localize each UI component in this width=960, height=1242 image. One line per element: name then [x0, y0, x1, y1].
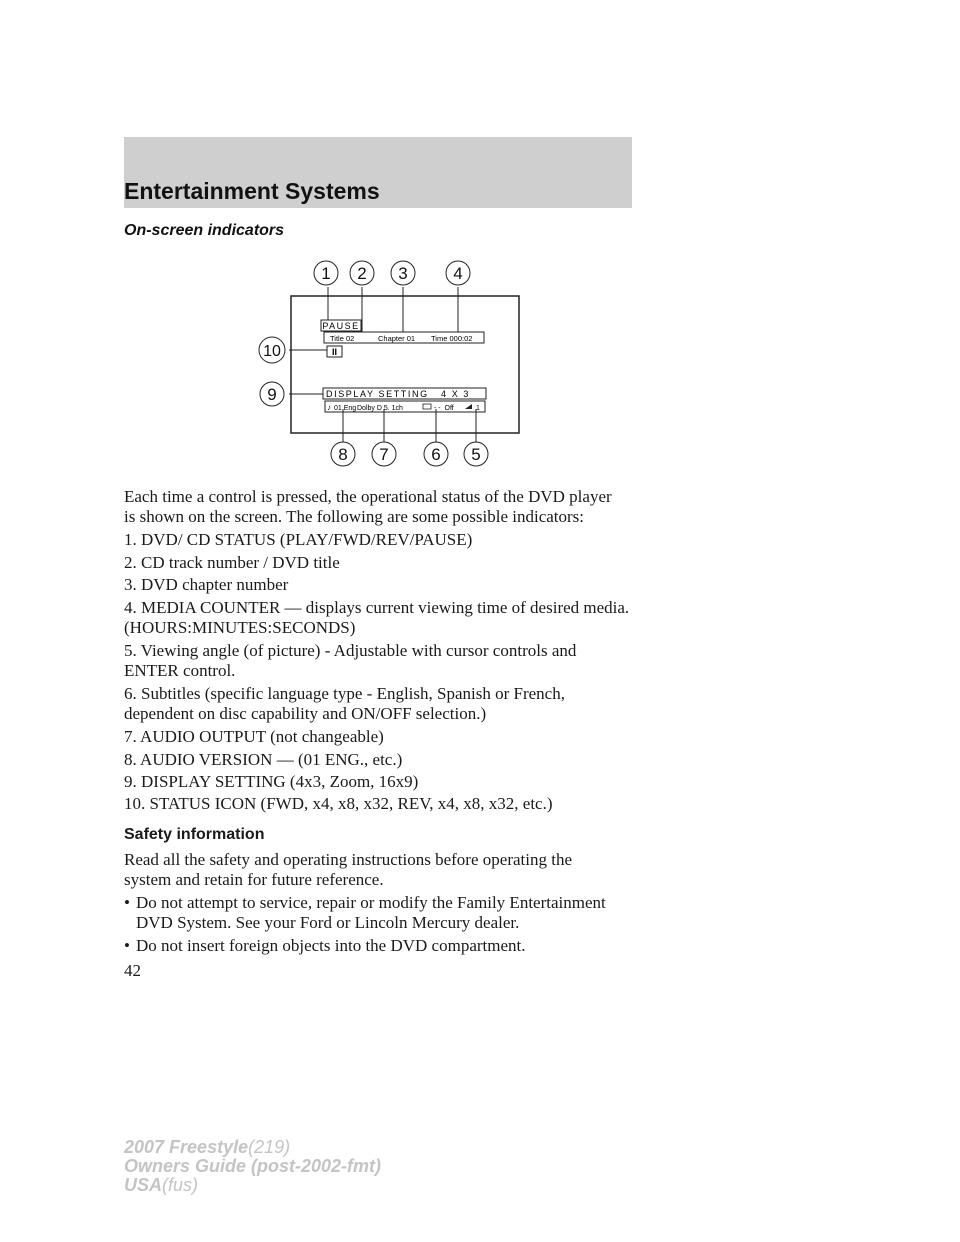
subtitle-text: - - Off [434, 405, 454, 412]
on-screen-indicators-figure [250, 255, 540, 470]
intro-line-2: is shown on the screen. The following are some possible indicators: [124, 507, 585, 526]
item-6-line-1: 6. Subtitles (specific language type - English, Spanish or French, [124, 684, 565, 703]
audio-version-text: 01 Eng [334, 405, 357, 412]
item-10: 10. STATUS ICON (FWD, x4, x8, x32, REV, x4, x8, x32, etc.) [124, 794, 553, 813]
status-text: PAUSE [322, 321, 360, 331]
pause-icon: II [331, 347, 338, 357]
display-setting-text: DISPLAY SETTING 4 X 3 [326, 389, 471, 399]
dvd-screen-diagram [250, 255, 540, 470]
item-4-line-1: 4. MEDIA COUNTER — displays current viewing time of desired media. [124, 598, 630, 617]
safety-heading: Safety information [124, 826, 265, 843]
footer-line-2: Owners Guide (post-2002-fmt) [124, 1156, 382, 1176]
callout-label-4: 4 [453, 264, 463, 283]
safety-intro-line-1: Read all the safety and operating instructions before operating the [124, 850, 572, 869]
intro-line-1: Each time a control is pressed, the operational status of the DVD player [124, 487, 612, 506]
callout-label-8: 8 [338, 445, 348, 464]
item-3: 3. DVD chapter number [124, 575, 289, 594]
page-number: 42 [124, 961, 141, 980]
footer-market-code: (fus) [162, 1175, 199, 1195]
section-title: Entertainment Systems [124, 178, 380, 204]
footer-model: 2007 Freestyle [124, 1137, 249, 1157]
callout-label-2: 2 [357, 264, 367, 283]
time-text: Time 000:02 [431, 334, 473, 343]
item-5-line-2: ENTER control. [124, 661, 236, 680]
item-6-line-2: dependent on disc capability and ON/OFF selection.) [124, 704, 487, 723]
item-8: 8. AUDIO VERSION — (01 ENG., etc.) [124, 750, 403, 769]
footer-market: USA [124, 1175, 163, 1195]
callout-label-3: 3 [398, 264, 408, 283]
safety-bullet-1-line-1: Do not attempt to service, repair or modify the Family Entertainment [136, 893, 606, 912]
callout-label-9: 9 [267, 385, 277, 404]
footer-model-code: (219) [248, 1137, 291, 1157]
item-9: 9. DISPLAY SETTING (4x3, Zoom, 16x9) [124, 772, 419, 791]
item-5-line-1: 5. Viewing angle (of picture) - Adjustable with cursor controls and [124, 641, 577, 660]
item-1: 1. DVD/ CD STATUS (PLAY/FWD/REV/PAUSE) [124, 530, 473, 549]
footer-line-3 [124, 1176, 381, 1195]
subtitle-icon [423, 404, 431, 409]
audio-output-text: Dolby D 5. 1ch [357, 405, 403, 412]
bullet-marker: • [124, 936, 130, 955]
chapter-text: Chapter 01 [378, 334, 416, 343]
camera-angle-icon [465, 404, 472, 409]
item-4-line-2: (HOURS:MINUTES:SECONDS) [124, 618, 356, 637]
music-note-icon: ♪ [327, 403, 331, 412]
item-7: 7. AUDIO OUTPUT (not changeable) [124, 727, 384, 746]
safety-intro-line-2: system and retain for future reference. [124, 870, 384, 889]
callout-label-7: 7 [379, 445, 389, 464]
sub-heading-on-screen-indicators: On-screen indicators [124, 222, 285, 239]
callout-label-6: 6 [431, 445, 441, 464]
bullet-marker: • [124, 893, 130, 912]
callout-label-5: 5 [471, 445, 481, 464]
callout-label-1: 1 [321, 264, 331, 283]
callout-label-10: 10 [263, 343, 281, 360]
angle-text: 1 [476, 405, 480, 412]
item-2: 2. CD track number / DVD title [124, 553, 340, 572]
safety-bullet-1-line-2: DVD System. See your Ford or Lincoln Mercury dealer. [136, 913, 520, 932]
document-footer [124, 1138, 381, 1195]
safety-bullet-2-line-1: Do not insert foreign objects into the DVD compartment. [136, 936, 526, 955]
title-text: Title 02 [330, 334, 355, 343]
footer-line-1 [124, 1138, 381, 1157]
